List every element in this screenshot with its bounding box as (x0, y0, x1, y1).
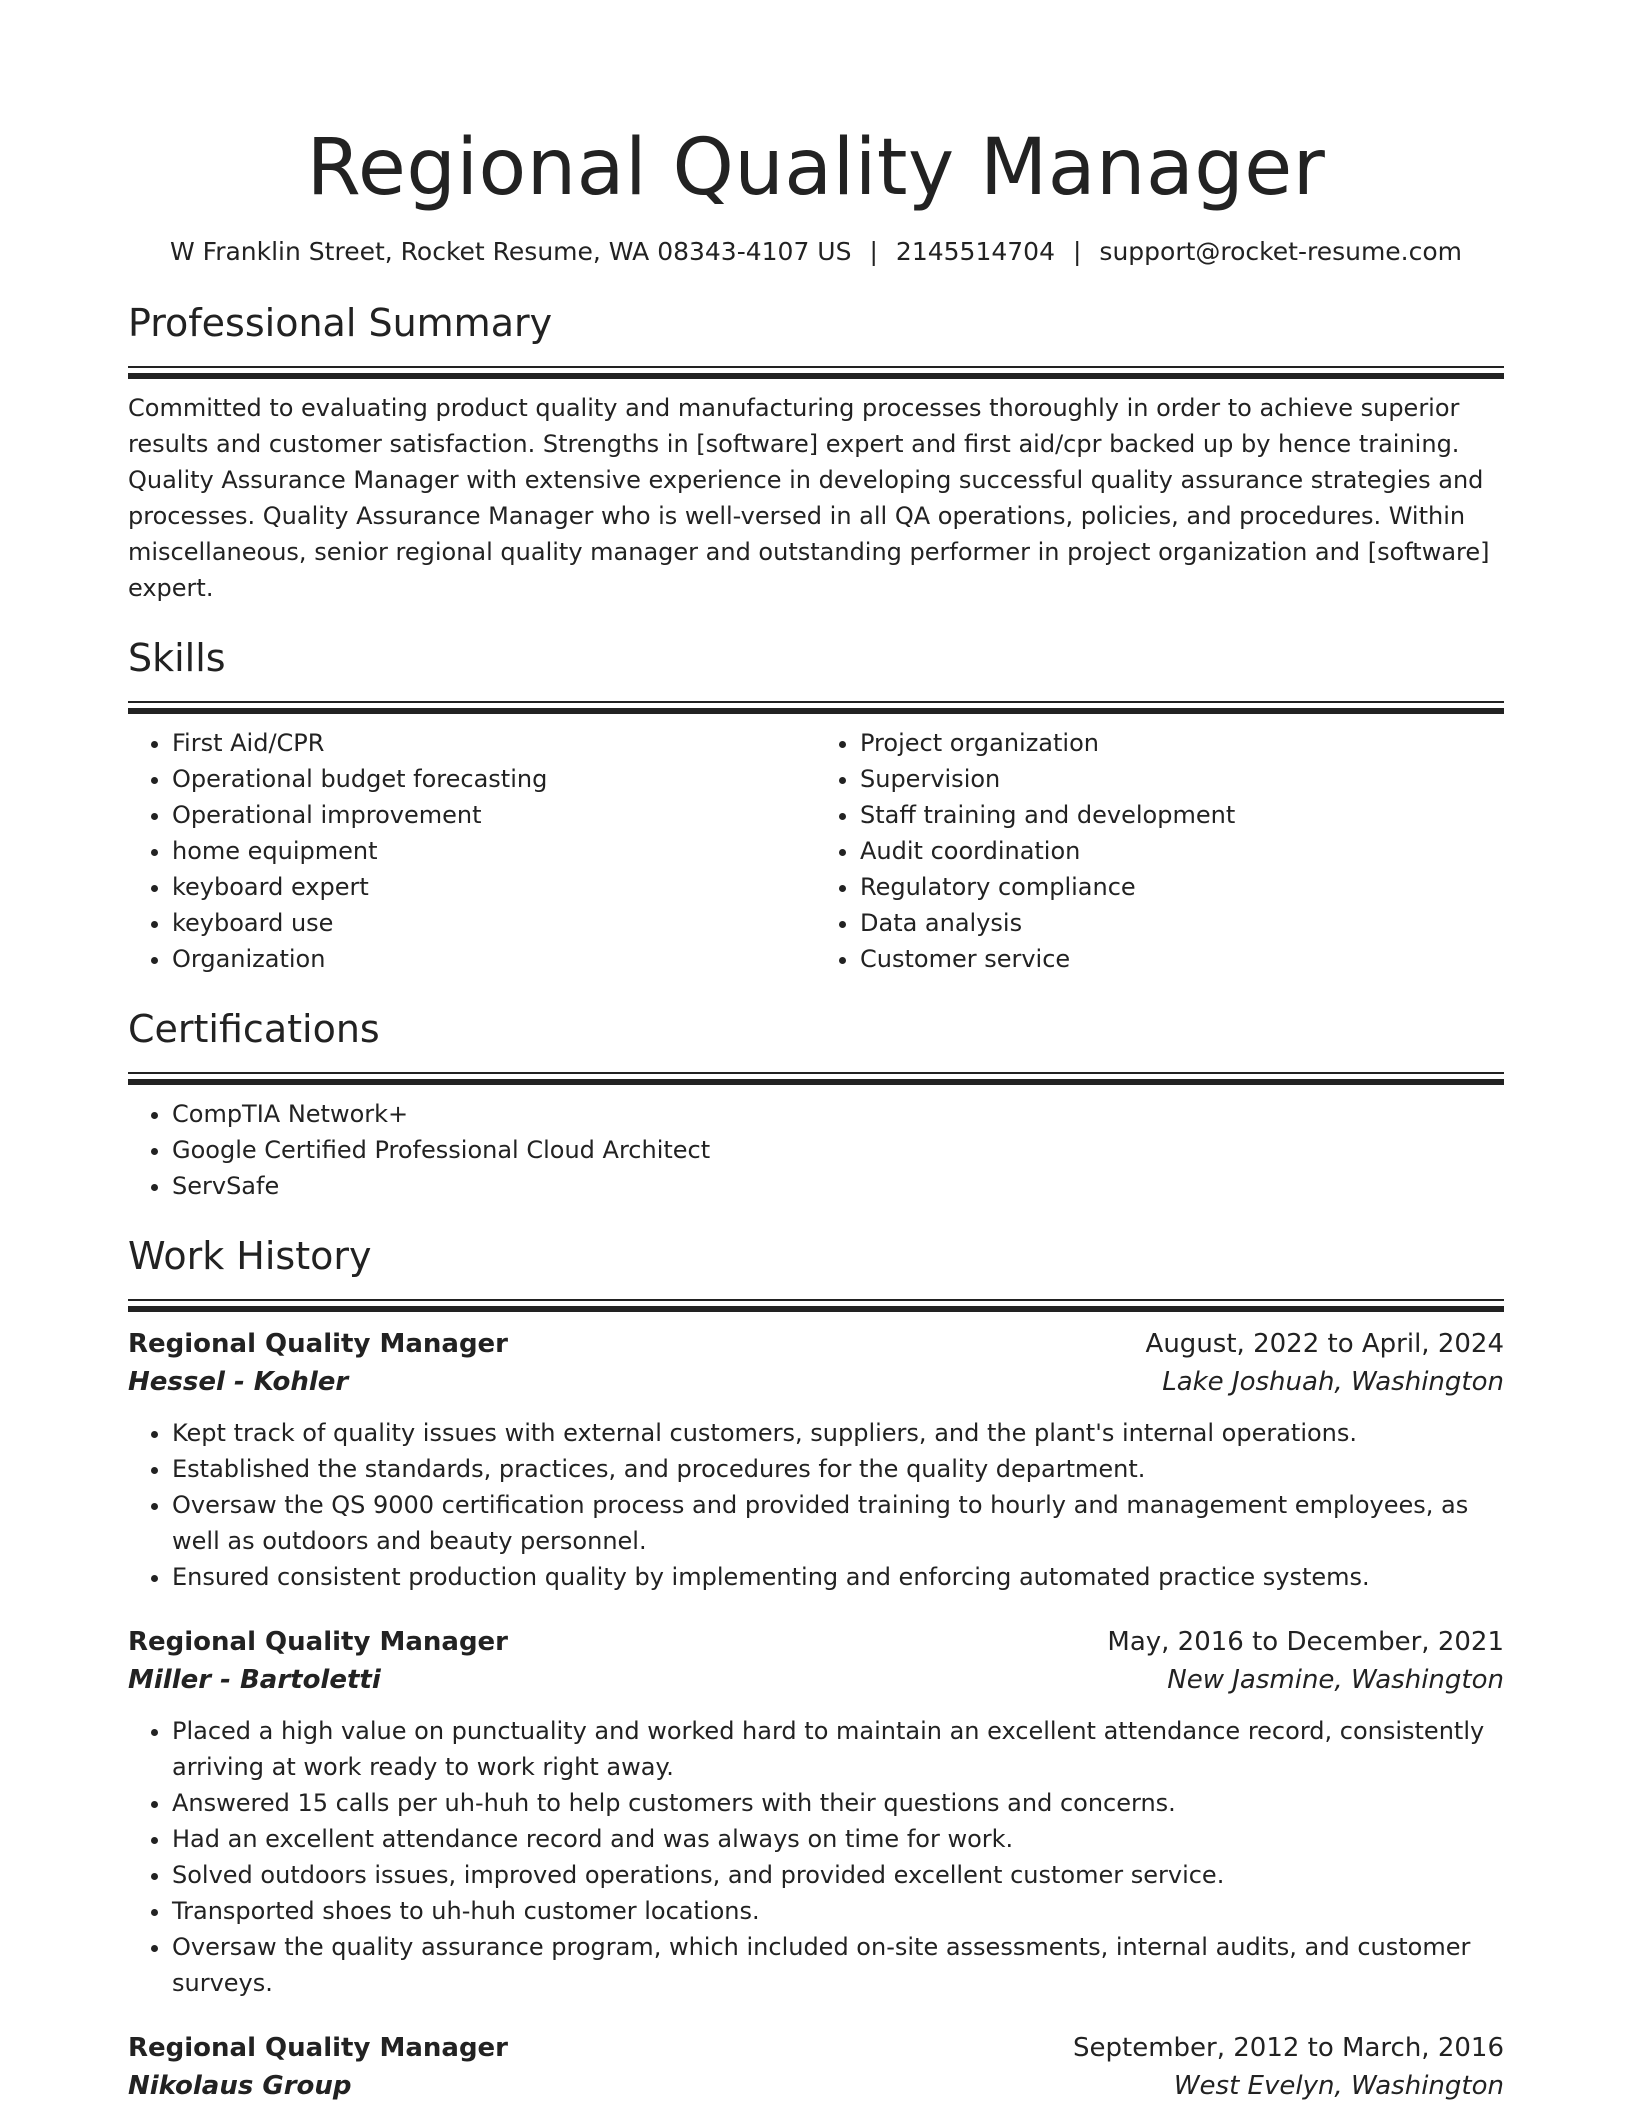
section-divider (128, 1299, 1504, 1312)
job-subheader (128, 2067, 1504, 2105)
job-bullet: • Transported shoes to uh-huh customer locations. (172, 1893, 1504, 1929)
section-title: Professional Summary (128, 301, 553, 345)
contact-address: W Franklin Street, Rocket Resume, WA 08343-4107 US (169, 237, 852, 266)
job-bullet: • Solved outdoors issues, improved operations, and provided excellent customer service. (172, 1857, 1504, 1893)
skill-item: • Operational improvement (172, 797, 816, 833)
skill-item: • Data analysis (860, 905, 1504, 941)
section-title: Skills (128, 636, 226, 680)
job-bullet: • Answered 15 calls per uh-huh to help customers with their questions and concerns. (172, 1785, 1504, 1821)
job-entry (128, 1623, 1504, 2001)
job-dates: September, 2012 to March, 2016 (1073, 2033, 1504, 2063)
certifications-section (128, 1006, 1504, 1204)
certification-item: • Google Certified Professional Cloud Architect (172, 1132, 1504, 1168)
skill-item: • Organization (172, 941, 816, 977)
contact-email: support@rocket-resume.com (1099, 237, 1463, 266)
contact-separator: | (869, 237, 878, 266)
job-header (128, 1623, 1504, 1661)
certification-item: • ServSafe (172, 1168, 1504, 1204)
job-location: New Jasmine, Washington (1167, 1665, 1504, 1695)
job-subheader (128, 1363, 1504, 1401)
candidate-name: Regional Quality Manager (306, 123, 1326, 213)
job-dates: August, 2022 to April, 2024 (1145, 1329, 1504, 1359)
work-history-section (128, 1233, 1504, 2105)
section-divider (128, 701, 1504, 714)
skill-item: • Supervision (860, 761, 1504, 797)
job-location: West Evelyn, Washington (1173, 2071, 1504, 2101)
section-title: Work History (128, 1234, 372, 1278)
section-divider (128, 366, 1504, 379)
skill-item: • Regulatory compliance (860, 869, 1504, 905)
job-bullet: • Oversaw the quality assurance program, which included on-site assessments, internal audits, and customer surveys. (172, 1929, 1504, 2001)
job-bullet: • Established the standards, practices, and procedures for the quality department. (172, 1451, 1504, 1487)
skill-item: • keyboard use (172, 905, 816, 941)
job-bullets (128, 1415, 1504, 1595)
contact-separator: | (1072, 237, 1082, 266)
job-location: Lake Joshuah, Washington (1162, 1367, 1504, 1397)
skill-item: • home equipment (172, 833, 816, 869)
section-title: Certifications (128, 1007, 380, 1051)
job-bullet: • Oversaw the QS 9000 certification process and provided training to hourly and management employees, as well as outdoors and beauty personnel. (172, 1487, 1504, 1559)
skills-section (128, 635, 1504, 977)
contact-phone: 2145514704 (895, 237, 1055, 266)
skill-item: • Audit coordination (860, 833, 1504, 869)
skill-item: • Operational budget forecasting (172, 761, 816, 797)
skills-columns (128, 725, 1504, 977)
certification-item: • CompTIA Network+ (172, 1096, 1504, 1132)
summary-text: Committed to evaluating product quality and manufacturing processes thoroughly in order to achieve superior results and customer satisfaction. Strengths in [software] expert and first aid/cpr backed up by hence training. Quality Assurance Manager with extensive experience in developing successful quality assurance strategies and processes. Quality Assurance Manager who is well-versed in all QA operations, policies, and procedures. Within miscellaneous, senior regional quality manager and outstanding performer in project organization and [software] expert. (128, 394, 1490, 602)
job-bullet: • Placed a high value on punctuality and worked hard to maintain an excellent attendance record, consistently arriving at work ready to work right away. (172, 1713, 1504, 1785)
section-divider (128, 1072, 1504, 1085)
skill-item: • Customer service (860, 941, 1504, 977)
job-bullet: • Ensured consistent production quality by implementing and enforcing automated practice systems. (172, 1559, 1504, 1595)
skills-list-right (816, 725, 1504, 977)
job-subheader (128, 1661, 1504, 1699)
skills-list-left (128, 725, 816, 977)
job-bullet: • Kept track of quality issues with external customers, suppliers, and the plant's internal operations. (172, 1415, 1504, 1451)
skill-item: • Project organization (860, 725, 1504, 761)
job-entry (128, 2029, 1504, 2105)
skill-item: • Staff training and development (860, 797, 1504, 833)
certifications-list (128, 1096, 1504, 1204)
job-title: Regional Quality Manager (128, 1627, 509, 1657)
job-dates: May, 2016 to December, 2021 (1107, 1627, 1504, 1657)
skill-item: • keyboard expert (172, 869, 816, 905)
summary-section (128, 300, 1504, 606)
job-bullets (128, 1713, 1504, 2001)
job-header (128, 1325, 1504, 1363)
contact-line (128, 236, 1504, 268)
job-title: Regional Quality Manager (128, 2033, 509, 2063)
job-company: Hessel - Kohler (128, 1367, 349, 1397)
job-company: Nikolaus Group (128, 2071, 352, 2101)
job-entry (128, 1325, 1504, 1595)
job-title: Regional Quality Manager (128, 1329, 509, 1359)
job-bullet: • Had an excellent attendance record and was always on time for work. (172, 1821, 1504, 1857)
job-header (128, 2029, 1504, 2067)
skill-item: • First Aid/CPR (172, 725, 816, 761)
job-company: Miller - Bartoletti (128, 1665, 381, 1695)
